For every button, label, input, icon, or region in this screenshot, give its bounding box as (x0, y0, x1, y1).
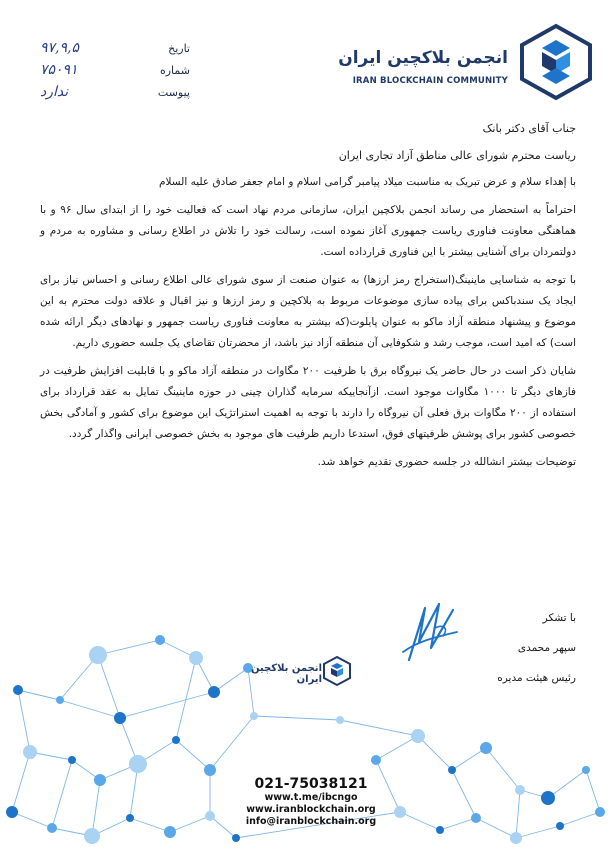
date-label: تاریخ (168, 42, 190, 55)
network-node (126, 814, 134, 822)
meta-attachment (40, 84, 190, 104)
network-node (189, 651, 203, 665)
network-node (515, 785, 525, 795)
network-node (436, 826, 444, 834)
network-link (418, 736, 452, 770)
network-node (371, 755, 381, 765)
network-link (60, 700, 120, 718)
network-link (440, 818, 476, 830)
paragraph-intro: احتراماً به استحضار می رساند انجمن بلاکچین ایران، سازمانی مردم نهاد است که فعالیت خود را از ابتدای سال ۹۶ و با هماهنگی معاونت فناوری ریاست جمهوری آغاز نموده است، رسالت خود را تلاش در اطلاع رسانی و مشاوره به مردم و دولتمردان برای آشنایی بیشتر با این فناوری قرارداده است. (40, 204, 576, 258)
meta-number (40, 62, 190, 82)
network-link (210, 816, 236, 838)
greeting: با إهداء سلام و عرض تبریک به مناسبت میلاد پیامبر گرامی اسلام و امام جعفر صادق علیه السلام (159, 176, 576, 188)
network-link (548, 770, 586, 798)
meta-date (40, 40, 190, 60)
network-link (18, 690, 60, 700)
network-link (210, 716, 254, 770)
signer-title: رئیس هیئت مدیره (497, 672, 576, 684)
letter-meta (40, 40, 190, 106)
contact-telegram[interactable]: www.t.me/ibcngo (264, 792, 358, 803)
regards-text: با تشکر (542, 612, 576, 624)
network-link (92, 780, 100, 836)
contact-website[interactable]: www.iranblockchain.org (246, 804, 376, 815)
network-node (556, 822, 564, 830)
number-value: ۷۵۰۹۱ (40, 62, 78, 78)
network-node (411, 729, 425, 743)
network-link (18, 690, 30, 752)
network-node (94, 774, 106, 786)
network-node (232, 834, 240, 842)
network-node (336, 716, 344, 724)
recipient-title: ریاست محترم شورای عالی مناطق آزاد تجاری ایران (338, 149, 576, 162)
network-node (56, 696, 64, 704)
closing-block (497, 603, 576, 693)
contact-email[interactable]: info@iranblockchain.org (245, 816, 377, 827)
network-node (6, 806, 18, 818)
network-link (12, 752, 30, 812)
signer-name: سپهر محمدی (517, 642, 576, 654)
network-link (130, 818, 170, 832)
network-link (12, 812, 52, 828)
network-node (208, 686, 220, 698)
network-node (480, 742, 492, 754)
network-node (541, 791, 555, 805)
paragraph-powerplant: شایان ذکر است در حال حاضر یک نیروگاه برق با ظرفیت ۲۰۰ مگاوات در منطقه آزاد ماکو و با قابلیت افزایش ظرفیت در فازهای دیگر تا ۱۰۰۰ مگاوات موجود است. ازآنجاییکه سرمایه گذاران چینی در حوزه ماینینگ تمایل به عقد قرارداد برای استفاده از ۲۰۰ مگاوات برق فعلی آن نیروگاه را دارند با توجه به اهمیت استراتژیک این موضوع برای کشور و آمادگی بخش خصوصی کشور برای پوشش ظرفیتهای فوق، استدعا داریم ظرفیت های موجود به بخش خصوصی ایرانی واگذار گردد. (40, 365, 577, 440)
stamp-logo-icon (322, 655, 352, 687)
org-name-en: IRAN BLOCKCHAIN COMMUNITY (352, 76, 508, 86)
network-link (586, 770, 600, 812)
network-node (595, 807, 605, 817)
network-node (129, 755, 147, 773)
attachment-value: ندارد (40, 84, 69, 100)
cube-logo-icon (516, 22, 596, 102)
network-link (476, 818, 516, 838)
network-link (98, 640, 160, 655)
network-link (120, 692, 214, 718)
network-node (114, 712, 126, 724)
network-node (84, 828, 100, 844)
network-link (176, 658, 196, 740)
network-node (68, 756, 76, 764)
signature-mark (395, 598, 465, 670)
network-link (516, 790, 520, 838)
contact-phone: 021-75038121 (254, 776, 368, 792)
network-link (254, 716, 340, 720)
network-node (204, 764, 216, 776)
stamp-org-name: انجمن بلاکچین ایران (250, 663, 322, 685)
network-node (47, 823, 57, 833)
date-value: ۹۷,۹,۵ (40, 40, 79, 56)
network-node (448, 766, 456, 774)
contact-block (236, 776, 386, 828)
network-link (170, 816, 210, 832)
network-node (582, 766, 590, 774)
network-node (205, 811, 215, 821)
network-link (486, 748, 520, 790)
network-node (172, 736, 180, 744)
network-link (376, 736, 418, 760)
network-node (164, 826, 176, 838)
network-link (52, 760, 72, 828)
paragraph-mining: با توجه به شناسایی ماینینگ(استخراج رمز ارزها) به عنوان صنعت از سوی شورای عالی اطلاع رسانی و احساس نیاز برای ایجاد یک سندباکس برای پیاده سازی موضوعات مربوط به بلاکچین و رمز ارزها و نیز اقبال و علاقه دولت محترم به این موضوع و پیشنهاد منطقه آزاد ماکو به عنوان پایلوت(که بیشتر به معاونت فناوری ریاست جمهور و نهادهای دیگر ارائه شده است) که امید است، موجب رشد و شکوفایی آن منطقه آزاد نیز باشد، از محضرتان تقاضای یک جلسه حضوری داریم. (40, 274, 576, 349)
network-node (471, 813, 481, 823)
network-node (250, 712, 258, 720)
network-node (89, 646, 107, 664)
paragraph-closing-note: توضیحات بیشتر انشالله در جلسه حضوری تقدیم خواهد شد. (317, 456, 576, 468)
network-node (155, 635, 165, 645)
network-link (560, 812, 600, 826)
letter-body (40, 118, 576, 480)
network-link (452, 770, 476, 818)
network-link (400, 812, 440, 830)
number-label: شماره (159, 64, 190, 77)
network-node (13, 685, 23, 695)
attachment-label: پیوست (157, 86, 190, 99)
network-link (98, 655, 120, 718)
network-node (23, 745, 37, 759)
org-name-fa: انجمن بلاکچین ایران (338, 48, 508, 68)
recipient-name: جناب آقای دکتر بانک (482, 122, 576, 135)
network-link (516, 826, 560, 838)
network-link (452, 748, 486, 770)
network-link (176, 740, 210, 770)
network-node (394, 806, 406, 818)
network-node (510, 832, 522, 844)
network-link (340, 720, 418, 736)
